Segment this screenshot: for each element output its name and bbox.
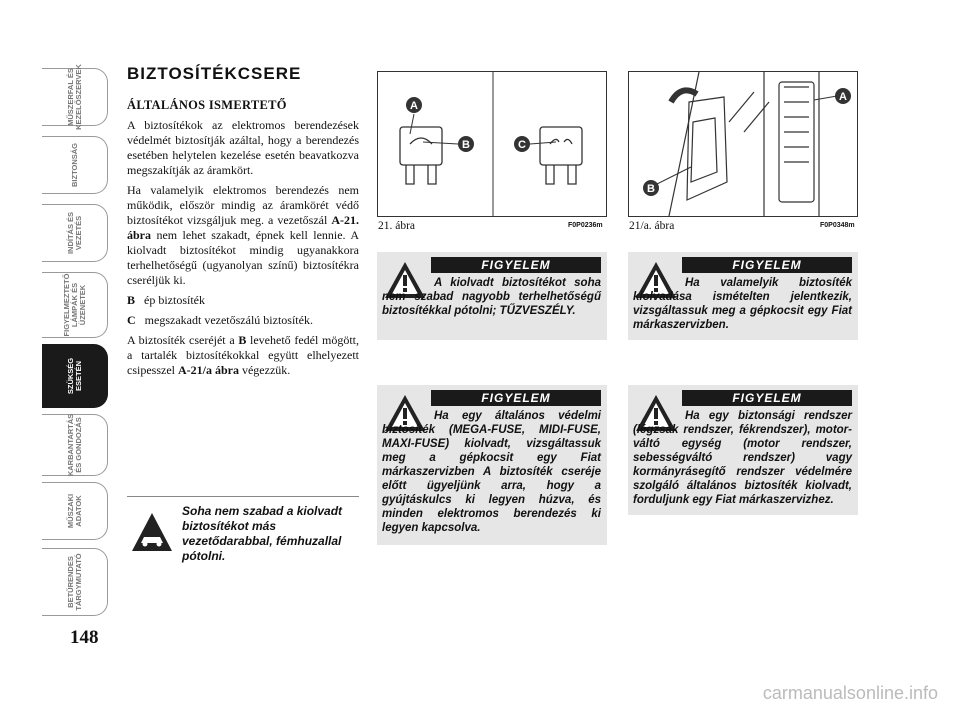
warning-header: FIGYELEM: [682, 390, 852, 406]
warning-text-3: Ha egy általános védelmi biztosíték (MEGA-FUSE, MIDI-FUSE, MAXI-FUSE) kiolvadt, vizsgáltassuk meg a gépkocsit egy Fiat márkaszervizben A biztosíték cseréje előtt ügyeljünk arra, hogy a gyújtáskulcs ki legyen húzva, és minden elektromos berendezés ki legyen kapcsolva.: [382, 410, 601, 534]
warning-header: FIGYELEM: [431, 257, 601, 273]
label-a: A: [410, 100, 418, 112]
tab-szukseg-eseten[interactable]: SZÜKSÉG ESETÉN: [42, 344, 108, 408]
figure-21a-code: F0P0348m: [820, 222, 855, 229]
figure-21-code: F0P0236m: [568, 222, 603, 229]
section-subtitle: ÁLTALÁNOS ISMERTETŐ: [127, 98, 287, 112]
figure-21: [377, 71, 607, 217]
figure-21a-caption: 21/a. ábra: [629, 220, 675, 232]
fuse-box-illustration: [629, 72, 857, 216]
figure-21a: [628, 71, 858, 217]
tab-inditas[interactable]: INDÍTÁS ÉS VEZETÉS: [42, 204, 108, 262]
warning-text-1: A kiolvadt biztosítékot soha nem szabad nagyobb terhelhetőségű biztosítékkal pótolni; TŰZVESZÉLY.: [382, 277, 601, 317]
tab-targymutato[interactable]: BETŰRENDES TÁRGYMUTATÓ: [42, 548, 108, 616]
warning-text-4: Ha egy biztonsági rendszer (légzsák rendszer, fékrendszer), motor-váltó egység (motor rendszer, sebességváltó rendszer) vagy kormányrásegítő rendszer védelmére szolgáló általános biztosíték kiolvadt, forduljunk egy Fiat márkaszervizhez.: [633, 410, 852, 506]
main-text-column: [127, 66, 359, 383]
warning-box-2: [628, 252, 858, 340]
item-c: C megszakadt vezetőszálú biztosíték.: [127, 313, 313, 327]
warning-box-1: [377, 252, 607, 340]
page-title: BIZTOSÍTÉKCSERE: [127, 64, 302, 83]
figure-21-caption: 21. ábra: [378, 220, 416, 232]
warning-box-3: [377, 385, 607, 545]
label-b: B: [462, 139, 470, 151]
tab-figyelmezteto[interactable]: FIGYELMEZTETŐ LÁMPÁK ÉS ÜZENETEK: [42, 272, 108, 338]
fuse-illustration: [378, 72, 606, 216]
paragraph-check: Ha valamelyik elektromos berendezés nem működik, először mindig az áramkörét védő biztosítékot vizsgáljuk meg. a vezetőszál A-21. ábra nem lehet szakadt, épnek kell lennie. A kiolvadt biztosítékot mindig ugyanakkora terhelhetőségű (ugyanolyan színű) biztosítékra cseréljük ki.: [127, 183, 359, 287]
warning-text-2: Ha valamelyik biztosíték kiolvadása ismételten jelentkezik, vizsgáltassuk meg a gépkocsit egy Fiat márkaszervizben.: [633, 277, 852, 331]
tab-karbantartas[interactable]: KARBANTARTÁS ÉS GONDOZÁS: [42, 414, 108, 476]
warning-header: FIGYELEM: [682, 257, 852, 273]
label-a-21a: A: [839, 91, 847, 103]
tab-muszerfal[interactable]: MŰSZERFAL ÉS KEZELŐSZERVEK: [42, 68, 108, 126]
paragraph-replace: A biztosíték cseréjét a B levehető fedél mögött, a tartalék biztosítékokkal együtt elhelyezett csipesszel A-21/a ábra végezzük.: [127, 333, 359, 377]
car-tip-icon: [130, 511, 174, 555]
watermark-footer: carmanualsonline.info: [762, 683, 938, 703]
tab-biztonsag[interactable]: BIZTONSÁG: [42, 136, 108, 194]
label-c: C: [518, 139, 526, 151]
item-b: B ép biztosíték: [127, 293, 205, 307]
warning-header: FIGYELEM: [431, 390, 601, 406]
tip-text: Soha nem szabad a kiolvadt biztosítékot más vezetődarabbal, fémhuzallal pótolni.: [182, 504, 343, 563]
label-b-21a: B: [647, 183, 655, 195]
warning-box-4: [628, 385, 858, 515]
tab-muszaki-adatok[interactable]: MŰSZAKI ADATOK: [42, 482, 108, 540]
page-number: 148: [70, 627, 99, 648]
paragraph-intro: A biztosítékok az elektromos berendezések védelmét biztosítják azáltal, hogy a berendezés esetében helytelen kezelése esetén beavatkozva megszakítják az áramkört.: [127, 118, 359, 177]
tip-box: [127, 496, 359, 563]
